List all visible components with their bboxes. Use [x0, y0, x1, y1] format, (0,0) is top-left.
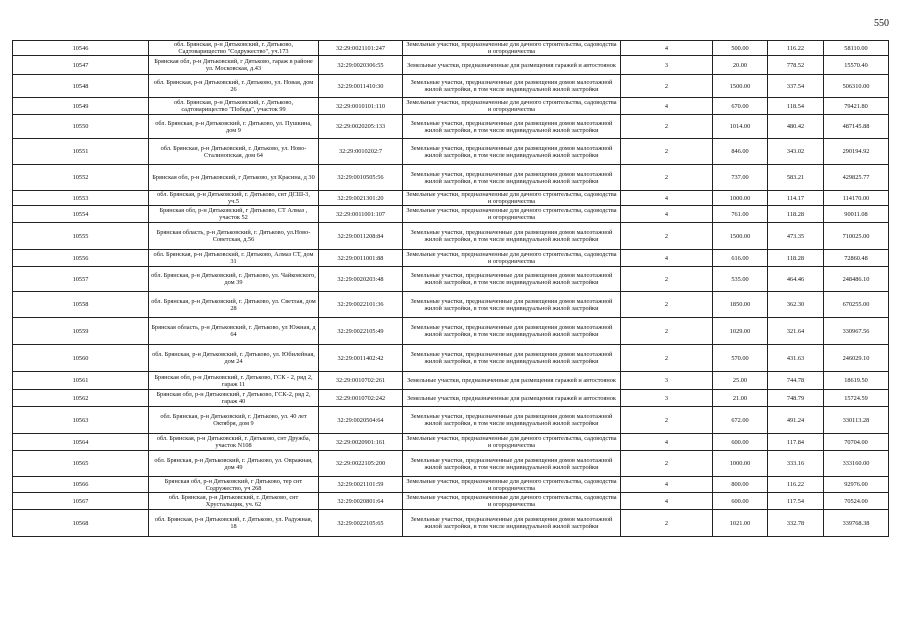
area-cell: 761.00	[713, 206, 768, 223]
group-cell: 2	[621, 223, 713, 250]
specific-value-cell: 321.64	[768, 318, 824, 345]
group-cell: 4	[621, 206, 713, 223]
table-row	[13, 493, 889, 510]
area-cell: 535.00	[713, 267, 768, 292]
cadastral-number-cell: 32:29:0020504:64	[319, 407, 403, 434]
specific-value-cell: 778.52	[768, 56, 824, 75]
address-cell: Брянская обл, р-н Дятьковский, г Дятьково, тер снт Содружество, уч 268	[149, 477, 319, 493]
specific-value-cell: 333.16	[768, 451, 824, 477]
row-number: 10561	[13, 372, 149, 390]
specific-value-cell: 116.22	[768, 41, 824, 56]
cadastral-value-cell: 70704.00	[824, 434, 889, 451]
table-row	[13, 250, 889, 267]
land-use-cell: Земельные участки, предназначенные для дачного строительства, садоводства и огородничества	[403, 250, 621, 267]
specific-value-cell: 744.78	[768, 372, 824, 390]
land-use-cell: Земельные участки, предназначенные для размещения гаражей и автостоянок	[403, 372, 621, 390]
group-cell: 4	[621, 477, 713, 493]
cadastral-number-cell: 32:29:0020203:48	[319, 267, 403, 292]
area-cell: 1000.00	[713, 191, 768, 206]
row-number: 10562	[13, 390, 149, 407]
cadastral-number-cell: 32:29:0020801:64	[319, 493, 403, 510]
table-row	[13, 75, 889, 98]
row-number: 10566	[13, 477, 149, 493]
area-cell: 1021.00	[713, 510, 768, 537]
area-cell: 600.00	[713, 434, 768, 451]
address-cell: обл. Брянская, р-н Дятьковский, г. Дятьково, ул. Новая, дом 26	[149, 75, 319, 98]
row-number: 10555	[13, 223, 149, 250]
address-cell: обл. Брянская, р-н Дятьковский, г. Дятьково, снт ДСШ-3, уч.5	[149, 191, 319, 206]
address-cell: Брянская область, р-н Дятьковский, г. Дятьково, ул.Ново-Советская, д.56	[149, 223, 319, 250]
address-cell: Брянская обл, р-н Дятьковский, г Дятьково, ГСК-2, ряд 2, гараж 40	[149, 390, 319, 407]
table-body	[13, 41, 889, 537]
address-cell: обл. Брянская, р-н Дятьковский, г. Дятьково, снт Хрустальщик, уч. 62	[149, 493, 319, 510]
cadastral-number-cell: 32:29:0021101:247	[319, 41, 403, 56]
cadastral-value-cell: 90011.08	[824, 206, 889, 223]
specific-value-cell: 464.46	[768, 267, 824, 292]
row-number: 10564	[13, 434, 149, 451]
row-number: 10549	[13, 98, 149, 115]
table-row	[13, 477, 889, 493]
cadastral-value-cell: 79421.80	[824, 98, 889, 115]
address-cell: обл. Брянская, р-н Дятьковский, г. Дятьково, ул. Пушкина, дом 9	[149, 115, 319, 139]
group-cell: 2	[621, 407, 713, 434]
specific-value-cell: 332.78	[768, 510, 824, 537]
group-cell: 2	[621, 115, 713, 139]
land-use-cell: Земельные участки, предназначенные для размещения домов малоэтажной жилой застройки, в том числе индивидуальной жилой застройки	[403, 223, 621, 250]
address-cell: Брянская обл, р-н Дятьковский, г Дятьково, ул Красина, д 30	[149, 165, 319, 191]
area-cell: 25.00	[713, 372, 768, 390]
specific-value-cell: 480.42	[768, 115, 824, 139]
address-cell: Брянская область, р-н Дятьковский, г. Дятьково, ул Южная, д 64	[149, 318, 319, 345]
cadastral-value-cell: 429825.77	[824, 165, 889, 191]
row-number: 10559	[13, 318, 149, 345]
table-row	[13, 165, 889, 191]
table-row	[13, 223, 889, 250]
area-cell: 1850.00	[713, 292, 768, 318]
group-cell: 4	[621, 191, 713, 206]
area-cell: 1500.00	[713, 75, 768, 98]
address-cell: Брянская обл, р-н Дятьковский, г. Дятьково, ГСК - 2, ряд 2, гараж 11	[149, 372, 319, 390]
land-use-cell: Земельные участки, предназначенные для дачного строительства, садоводства и огородничества	[403, 98, 621, 115]
row-number: 10563	[13, 407, 149, 434]
group-cell: 2	[621, 75, 713, 98]
address-cell: обл. Брянская, р-н Дятьковский, г. Дятьково, ул. Овражная, дом 49	[149, 451, 319, 477]
address-cell: обл. Брянская, р-н Дятьковский, г. Дятьково, ул. Чайковского, дом 39	[149, 267, 319, 292]
land-use-cell: Земельные участки, предназначенные для дачного строительства, садоводства и огородничества	[403, 477, 621, 493]
land-use-cell: Земельные участки, предназначенные для дачного строительства, садоводства и огородничества	[403, 191, 621, 206]
row-number: 10552	[13, 165, 149, 191]
group-cell: 2	[621, 451, 713, 477]
land-use-cell: Земельные участки, предназначенные для размещения домов малоэтажной жилой застройки, в том числе индивидуальной жилой застройки	[403, 318, 621, 345]
cadastral-number-cell: 32:29:0020306:55	[319, 56, 403, 75]
cadastral-number-cell: 32:29:0010505:56	[319, 165, 403, 191]
area-cell: 672.00	[713, 407, 768, 434]
row-number: 10550	[13, 115, 149, 139]
land-use-cell: Земельные участки, предназначенные для дачного строительства, садоводства и огородничества	[403, 434, 621, 451]
address-cell: обл. Брянская, р-н Дятьковский, г. Дятьково, ул. 40 лет Октября, дом 9	[149, 407, 319, 434]
cadastral-value-cell: 330967.56	[824, 318, 889, 345]
table-row	[13, 318, 889, 345]
table-row	[13, 98, 889, 115]
area-cell: 21.00	[713, 390, 768, 407]
specific-value-cell: 362.30	[768, 292, 824, 318]
specific-value-cell: 337.54	[768, 75, 824, 98]
row-number: 10560	[13, 345, 149, 372]
land-use-cell: Земельные участки, предназначенные для размещения домов малоэтажной жилой застройки, в том числе индивидуальной жилой застройки	[403, 451, 621, 477]
address-cell: обл. Брянская, р-н Дятьковский, г. Дятьково, Садтоварищество "Содружество", уч.173	[149, 41, 319, 56]
area-cell: 570.00	[713, 345, 768, 372]
group-cell: 3	[621, 56, 713, 75]
cadastral-number-cell: 32:29:0011410:30	[319, 75, 403, 98]
specific-value-cell: 118.54	[768, 98, 824, 115]
specific-value-cell: 473.35	[768, 223, 824, 250]
group-cell: 4	[621, 493, 713, 510]
address-cell: Брянская обл, р-н Дятьковский, г Дятьково, СТ Алмаз , участок 52	[149, 206, 319, 223]
address-cell: обл. Брянская, р-н Дятьковский, г. Дятьково, снт Дружба, участок N108	[149, 434, 319, 451]
cadastral-number-cell: 32:29:0020901:161	[319, 434, 403, 451]
cadastral-number-cell: 32:29:0011208:84	[319, 223, 403, 250]
cadastral-value-cell: 92976.00	[824, 477, 889, 493]
cadastral-number-cell: 32:29:0011001:107	[319, 206, 403, 223]
cadastral-value-cell: 506310.00	[824, 75, 889, 98]
cadastral-value-cell: 670255.00	[824, 292, 889, 318]
table-row	[13, 407, 889, 434]
cadastral-value-cell: 333160.00	[824, 451, 889, 477]
group-cell: 4	[621, 98, 713, 115]
cadastral-number-cell: 32:29:0022101:36	[319, 292, 403, 318]
row-number: 10554	[13, 206, 149, 223]
specific-value-cell: 118.28	[768, 206, 824, 223]
row-number: 10548	[13, 75, 149, 98]
area-cell: 737.00	[713, 165, 768, 191]
cadastral-number-cell: 32:29:0022105:65	[319, 510, 403, 537]
group-cell: 4	[621, 250, 713, 267]
area-cell: 600.00	[713, 493, 768, 510]
specific-value-cell: 343.02	[768, 139, 824, 165]
cadastral-value-cell: 339768.38	[824, 510, 889, 537]
cadastral-value-cell: 72860.48	[824, 250, 889, 267]
row-number: 10551	[13, 139, 149, 165]
table-row	[13, 191, 889, 206]
cadastral-number-cell: 32:29:0010702:242	[319, 390, 403, 407]
area-cell: 500.00	[713, 41, 768, 56]
cadastral-number-cell: 32:29:0010101:110	[319, 98, 403, 115]
row-number: 10546	[13, 41, 149, 56]
cadastral-value-cell: 487145.88	[824, 115, 889, 139]
group-cell: 2	[621, 510, 713, 537]
land-use-cell: Земельные участки, предназначенные для дачного строительства, садоводства и огородничества	[403, 493, 621, 510]
land-use-cell: Земельные участки, предназначенные для размещения гаражей и автостоянок	[403, 390, 621, 407]
row-number: 10556	[13, 250, 149, 267]
specific-value-cell: 114.17	[768, 191, 824, 206]
land-use-cell: Земельные участки, предназначенные для размещения домов малоэтажной жилой застройки, в том числе индивидуальной жилой застройки	[403, 292, 621, 318]
area-cell: 1000.00	[713, 451, 768, 477]
address-cell: обл. Брянская, р-н Дятьковский, г. Дятьково, ул. Светлая, дом 28	[149, 292, 319, 318]
land-use-cell: Земельные участки, предназначенные для размещения домов малоэтажной жилой застройки, в том числе индивидуальной жилой застройки	[403, 267, 621, 292]
land-use-cell: Земельные участки, предназначенные для размещения домов малоэтажной жилой застройки, в том числе индивидуальной жилой застройки	[403, 510, 621, 537]
address-cell: обл. Брянская, р-н Дятьковский, г. Дятьково, садтоварищество "Победа", участок 99	[149, 98, 319, 115]
table-row	[13, 115, 889, 139]
cadastral-number-cell: 32:29:0022105:49	[319, 318, 403, 345]
cadastral-value-cell: 70524.00	[824, 493, 889, 510]
cadastral-number-cell: 32:29:0021301:20	[319, 191, 403, 206]
table-row	[13, 267, 889, 292]
land-use-cell: Земельные участки, предназначенные для размещения домов малоэтажной жилой застройки, в том числе индивидуальной жилой застройки	[403, 115, 621, 139]
specific-value-cell: 748.79	[768, 390, 824, 407]
area-cell: 1029.00	[713, 318, 768, 345]
row-number: 10568	[13, 510, 149, 537]
group-cell: 3	[621, 390, 713, 407]
group-cell: 2	[621, 292, 713, 318]
area-cell: 1500.00	[713, 223, 768, 250]
address-cell: Брянская обл, р-н Дятьковский, г Дятьково, гараж в районе ул. Московская, д.43	[149, 56, 319, 75]
cadastral-value-cell: 18619.50	[824, 372, 889, 390]
cadastral-value-cell: 330113.28	[824, 407, 889, 434]
cadastral-value-cell: 710025.00	[824, 223, 889, 250]
specific-value-cell: 431.63	[768, 345, 824, 372]
address-cell: обл. Брянская, р-н Дятьковский, г. Дятьково, ул. Юбилейная, дом 24	[149, 345, 319, 372]
table-row	[13, 510, 889, 537]
group-cell: 4	[621, 434, 713, 451]
table-row	[13, 434, 889, 451]
group-cell: 2	[621, 345, 713, 372]
table-row	[13, 56, 889, 75]
group-cell: 2	[621, 165, 713, 191]
area-cell: 616.00	[713, 250, 768, 267]
area-cell: 1014.00	[713, 115, 768, 139]
cadastral-value-cell: 248486.10	[824, 267, 889, 292]
cadastral-number-cell: 32:29:0020205:133	[319, 115, 403, 139]
group-cell: 2	[621, 318, 713, 345]
table-row	[13, 372, 889, 390]
row-number: 10553	[13, 191, 149, 206]
cadastral-number-cell: 32:29:0011001:88	[319, 250, 403, 267]
area-cell: 20.00	[713, 56, 768, 75]
land-use-cell: Земельные участки, предназначенные для размещения домов малоэтажной жилой застройки, в том числе индивидуальной жилой застройки	[403, 165, 621, 191]
land-use-cell: Земельные участки, предназначенные для размещения домов малоэтажной жилой застройки, в том числе индивидуальной жилой застройки	[403, 139, 621, 165]
area-cell: 670.00	[713, 98, 768, 115]
area-cell: 846.00	[713, 139, 768, 165]
cadastral-value-cell: 114170.00	[824, 191, 889, 206]
specific-value-cell: 118.28	[768, 250, 824, 267]
group-cell: 2	[621, 267, 713, 292]
cadastral-number-cell: 32:29:0011402:42	[319, 345, 403, 372]
table-row	[13, 292, 889, 318]
cadastral-value-cell: 15570.40	[824, 56, 889, 75]
row-number: 10558	[13, 292, 149, 318]
specific-value-cell: 116.22	[768, 477, 824, 493]
land-use-cell: Земельные участки, предназначенные для размещения домов малоэтажной жилой застройки, в том числе индивидуальной жилой застройки	[403, 75, 621, 98]
land-use-cell: Земельные участки, предназначенные для размещения домов малоэтажной жилой застройки, в том числе индивидуальной жилой застройки	[403, 345, 621, 372]
cadastral-value-cell: 58110.00	[824, 41, 889, 56]
table-row	[13, 41, 889, 56]
group-cell: 3	[621, 372, 713, 390]
area-cell: 800.00	[713, 477, 768, 493]
row-number: 10565	[13, 451, 149, 477]
specific-value-cell: 583.21	[768, 165, 824, 191]
cadastral-number-cell: 32:29:0010702:261	[319, 372, 403, 390]
address-cell: обл. Брянская, р-н Дятьковский, г. Дятьково, ул. Радужная, 18	[149, 510, 319, 537]
cadastral-value-cell: 15724.59	[824, 390, 889, 407]
table-row	[13, 390, 889, 407]
table-row	[13, 139, 889, 165]
group-cell: 2	[621, 139, 713, 165]
land-registry-table	[12, 40, 889, 537]
row-number: 10567	[13, 493, 149, 510]
cadastral-number-cell: 32:29:0021101:59	[319, 477, 403, 493]
address-cell: обл. Брянская, р-н Дятьковский, г. Дятьково, ул. Ново-Сталинопская, дом 64	[149, 139, 319, 165]
table-row	[13, 451, 889, 477]
cadastral-number-cell: 32:29:0010202:7	[319, 139, 403, 165]
row-number: 10557	[13, 267, 149, 292]
land-use-cell: Земельные участки, предназначенные для размещения гаражей и автостоянок	[403, 56, 621, 75]
table-row	[13, 206, 889, 223]
cadastral-value-cell: 290194.92	[824, 139, 889, 165]
specific-value-cell: 117.54	[768, 493, 824, 510]
group-cell: 4	[621, 41, 713, 56]
specific-value-cell: 117.84	[768, 434, 824, 451]
address-cell: обл. Брянская, р-н Дятьковский, г. Дятьково, Алмаз СТ, дом 31	[149, 250, 319, 267]
page-number: 550	[874, 18, 889, 29]
cadastral-number-cell: 32:29:0022105:200	[319, 451, 403, 477]
land-use-cell: Земельные участки, предназначенные для дачного строительства, садоводства и огородничества	[403, 206, 621, 223]
land-use-cell: Земельные участки, предназначенные для дачного строительства, садоводства и огородничества	[403, 41, 621, 56]
specific-value-cell: 491.24	[768, 407, 824, 434]
cadastral-value-cell: 246029.10	[824, 345, 889, 372]
row-number: 10547	[13, 56, 149, 75]
table-row	[13, 345, 889, 372]
land-use-cell: Земельные участки, предназначенные для размещения домов малоэтажной жилой застройки, в том числе индивидуальной жилой застройки	[403, 407, 621, 434]
